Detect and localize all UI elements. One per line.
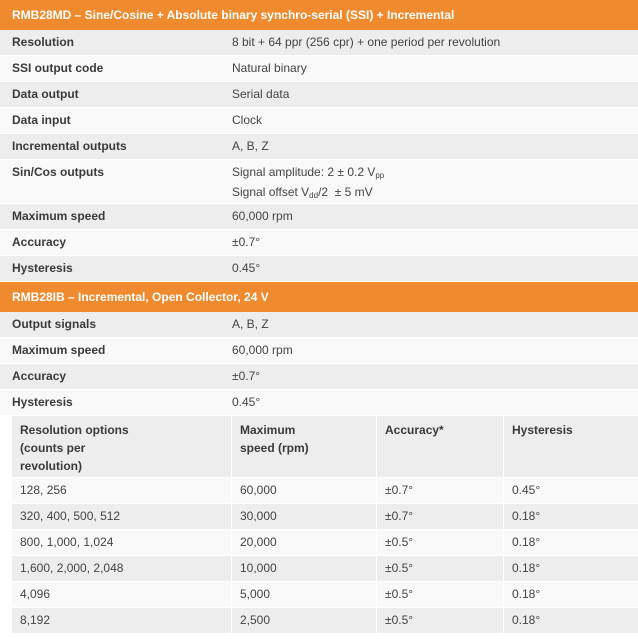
spec-row [0,30,638,56]
spec-row [0,56,638,82]
table-row [12,530,638,556]
spec-value: 60,000 rpm [232,209,293,223]
signal-amplitude-line: Signal amplitude: 2 ± 0.2 $V_{pp}$ [232,165,385,180]
signal-offset-line: Signal offset $V_{dd}/2 \pm 5$ mV [232,185,373,200]
table-cell: 30,000 [232,504,377,529]
spec-label: Maximum speed [12,209,106,223]
header-hysteresis: Hysteresis [512,423,573,437]
table-cell: 0.18° [512,587,541,601]
spec-row [0,204,638,230]
spec-value: 0.45° [232,395,261,409]
spec-label: Incremental outputs [12,139,127,153]
table-cell: ±0.5° [377,530,504,555]
spec-value: Clock [232,113,263,127]
spec-value: A, B, Z [232,139,269,153]
spec-value-multiline [220,160,638,203]
table-cell: 0.45° [512,483,541,497]
table-cell: 60,000 [232,478,377,503]
table-cell: 20,000 [232,530,377,555]
spec-row [0,256,638,282]
table-cell: ±0.5° [377,582,504,607]
spec-row [0,82,638,108]
header-maximum-speed: Maximum speed (rpm) [232,416,377,477]
header-accuracy: Accuracy* [377,416,504,477]
table-cell: 5,000 [232,582,377,607]
spec-value: ±0.7° [232,369,261,383]
table-cell: 8,192 [12,608,232,633]
spec-row [0,312,638,338]
spec-row [0,390,638,416]
table-cell: 10,000 [232,556,377,581]
table-row [12,504,638,530]
table-row [12,478,638,504]
spec-label: Data output [12,87,79,101]
spec-row [0,364,638,390]
table-cell: 320, 400, 500, 512 [12,504,232,529]
spec-row [0,108,638,134]
table-row [12,582,638,608]
table-cell: 0.18° [512,613,541,627]
spec-value: Serial data [232,87,290,101]
spec-value: 60,000 rpm [232,343,293,357]
table-row [12,608,638,634]
spec-value: ±0.7° [232,235,261,249]
table-cell: ±0.5° [377,608,504,633]
spec-label: Sin/Cos outputs [12,165,104,179]
spec-row [0,230,638,256]
section-header-rmb28md: RMB28MD – Sine/Cosine + Absolute binary synchro-serial (SSI) + Incremental [0,0,638,30]
table-row [12,556,638,582]
spec-label: Hysteresis [12,261,73,275]
table-cell: 0.18° [512,561,541,575]
spec-label: Output signals [12,317,96,331]
spec-label: Hysteresis [12,395,73,409]
table-cell: ±0.5° [377,556,504,581]
spec-label: Resolution [12,35,74,49]
spec-row [0,338,638,364]
section-header-rmb28ib: RMB28IB – Incremental, Open Collector, 24 V [0,282,638,312]
table-cell: ±0.7° [377,504,504,529]
table-cell: 128, 256 [12,478,232,503]
spec-label: Data input [12,113,71,127]
spec-label: Maximum speed [12,343,106,357]
spec-value: Natural binary [232,61,307,75]
table-cell: 0.18° [512,535,541,549]
options-header-row [12,416,638,478]
header-resolution-options: Resolution options (counts per revolution) [12,416,232,477]
table-cell: ±0.7° [377,478,504,503]
spec-label: Accuracy [12,235,67,249]
spec-value: 0.45° [232,261,261,275]
table-cell: 4,096 [12,582,232,607]
spec-value: A, B, Z [232,317,269,331]
spec-row [0,134,638,160]
table-cell: 2,500 [232,608,377,633]
table-cell: 800, 1,000, 1,024 [12,530,232,555]
spec-label: SSI output code [12,61,104,75]
spec-label: Accuracy [12,369,67,383]
table-cell: 1,600, 2,000, 2,048 [12,556,232,581]
resolution-options-table [12,416,638,634]
table-cell: 0.18° [512,509,541,523]
spec-value: 8 bit + 64 ppr (256 cpr) + one period per revolution [232,35,501,49]
spec-row-sincos [0,160,638,204]
